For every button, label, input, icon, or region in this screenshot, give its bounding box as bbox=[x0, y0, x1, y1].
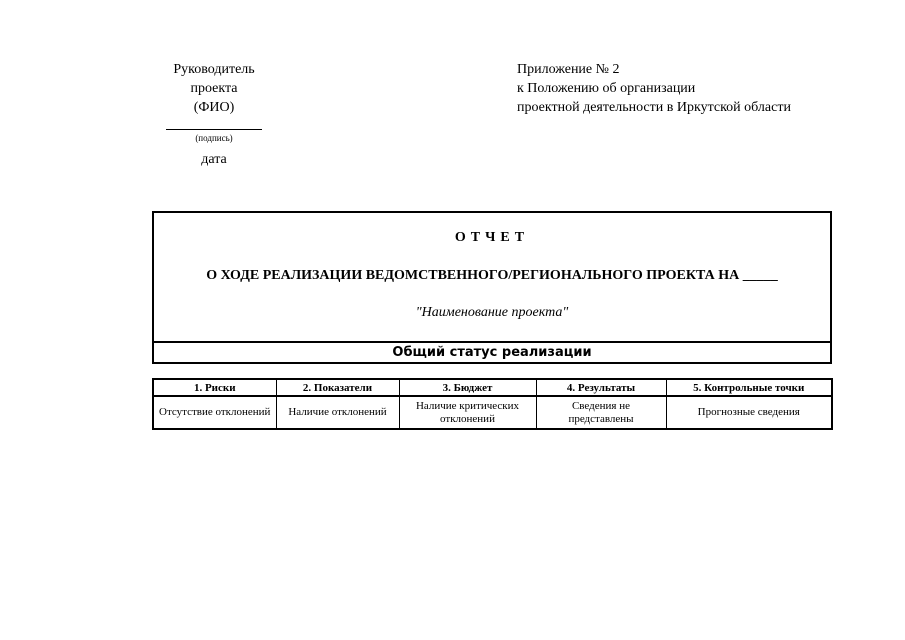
report-header-box bbox=[152, 211, 832, 343]
appendix-block bbox=[517, 60, 791, 117]
cell-results: Сведения не представлены bbox=[536, 396, 666, 429]
column-header-checkpoints: 5. Контрольные точки bbox=[666, 379, 832, 396]
table-row bbox=[153, 396, 832, 429]
approval-block bbox=[150, 60, 278, 169]
table-header-row bbox=[153, 379, 832, 396]
column-header-results: 4. Результаты bbox=[536, 379, 666, 396]
signature-line bbox=[166, 129, 262, 130]
approval-role-line2: проекта bbox=[190, 81, 238, 96]
appendix-number: Приложение № 2 bbox=[517, 62, 620, 77]
report-subtitle: О ХОДЕ РЕАЛИЗАЦИИ ВЕДОМСТВЕННОГО/РЕГИОНАЛЬНОГО ПРОЕКТА НА _____ bbox=[206, 268, 778, 283]
signature-caption: (подпись) bbox=[195, 133, 233, 143]
appendix-line3: проектной деятельности в Иркутской области bbox=[517, 100, 791, 115]
date-label: дата bbox=[201, 152, 227, 167]
project-name: "Наименование проекта" bbox=[415, 305, 569, 320]
status-heading: Общий статус реализации bbox=[152, 341, 832, 364]
cell-budget: Наличие критических отклонений bbox=[399, 396, 536, 429]
column-header-indicators: 2. Показатели bbox=[276, 379, 399, 396]
cell-risks: Отсутствие отклонений bbox=[153, 396, 276, 429]
appendix-line2: к Положению об организации bbox=[517, 81, 696, 96]
status-table bbox=[152, 378, 833, 430]
cell-indicators: Наличие отклонений bbox=[276, 396, 399, 429]
approval-role-line1: Руководитель bbox=[173, 62, 255, 77]
report-title: ОТЧЕТ bbox=[454, 230, 530, 245]
column-header-budget: 3. Бюджет bbox=[399, 379, 536, 396]
cell-checkpoints: Прогнозные сведения bbox=[666, 396, 832, 429]
column-header-risks: 1. Риски bbox=[153, 379, 276, 396]
approval-name-placeholder: (ФИО) bbox=[193, 100, 235, 115]
